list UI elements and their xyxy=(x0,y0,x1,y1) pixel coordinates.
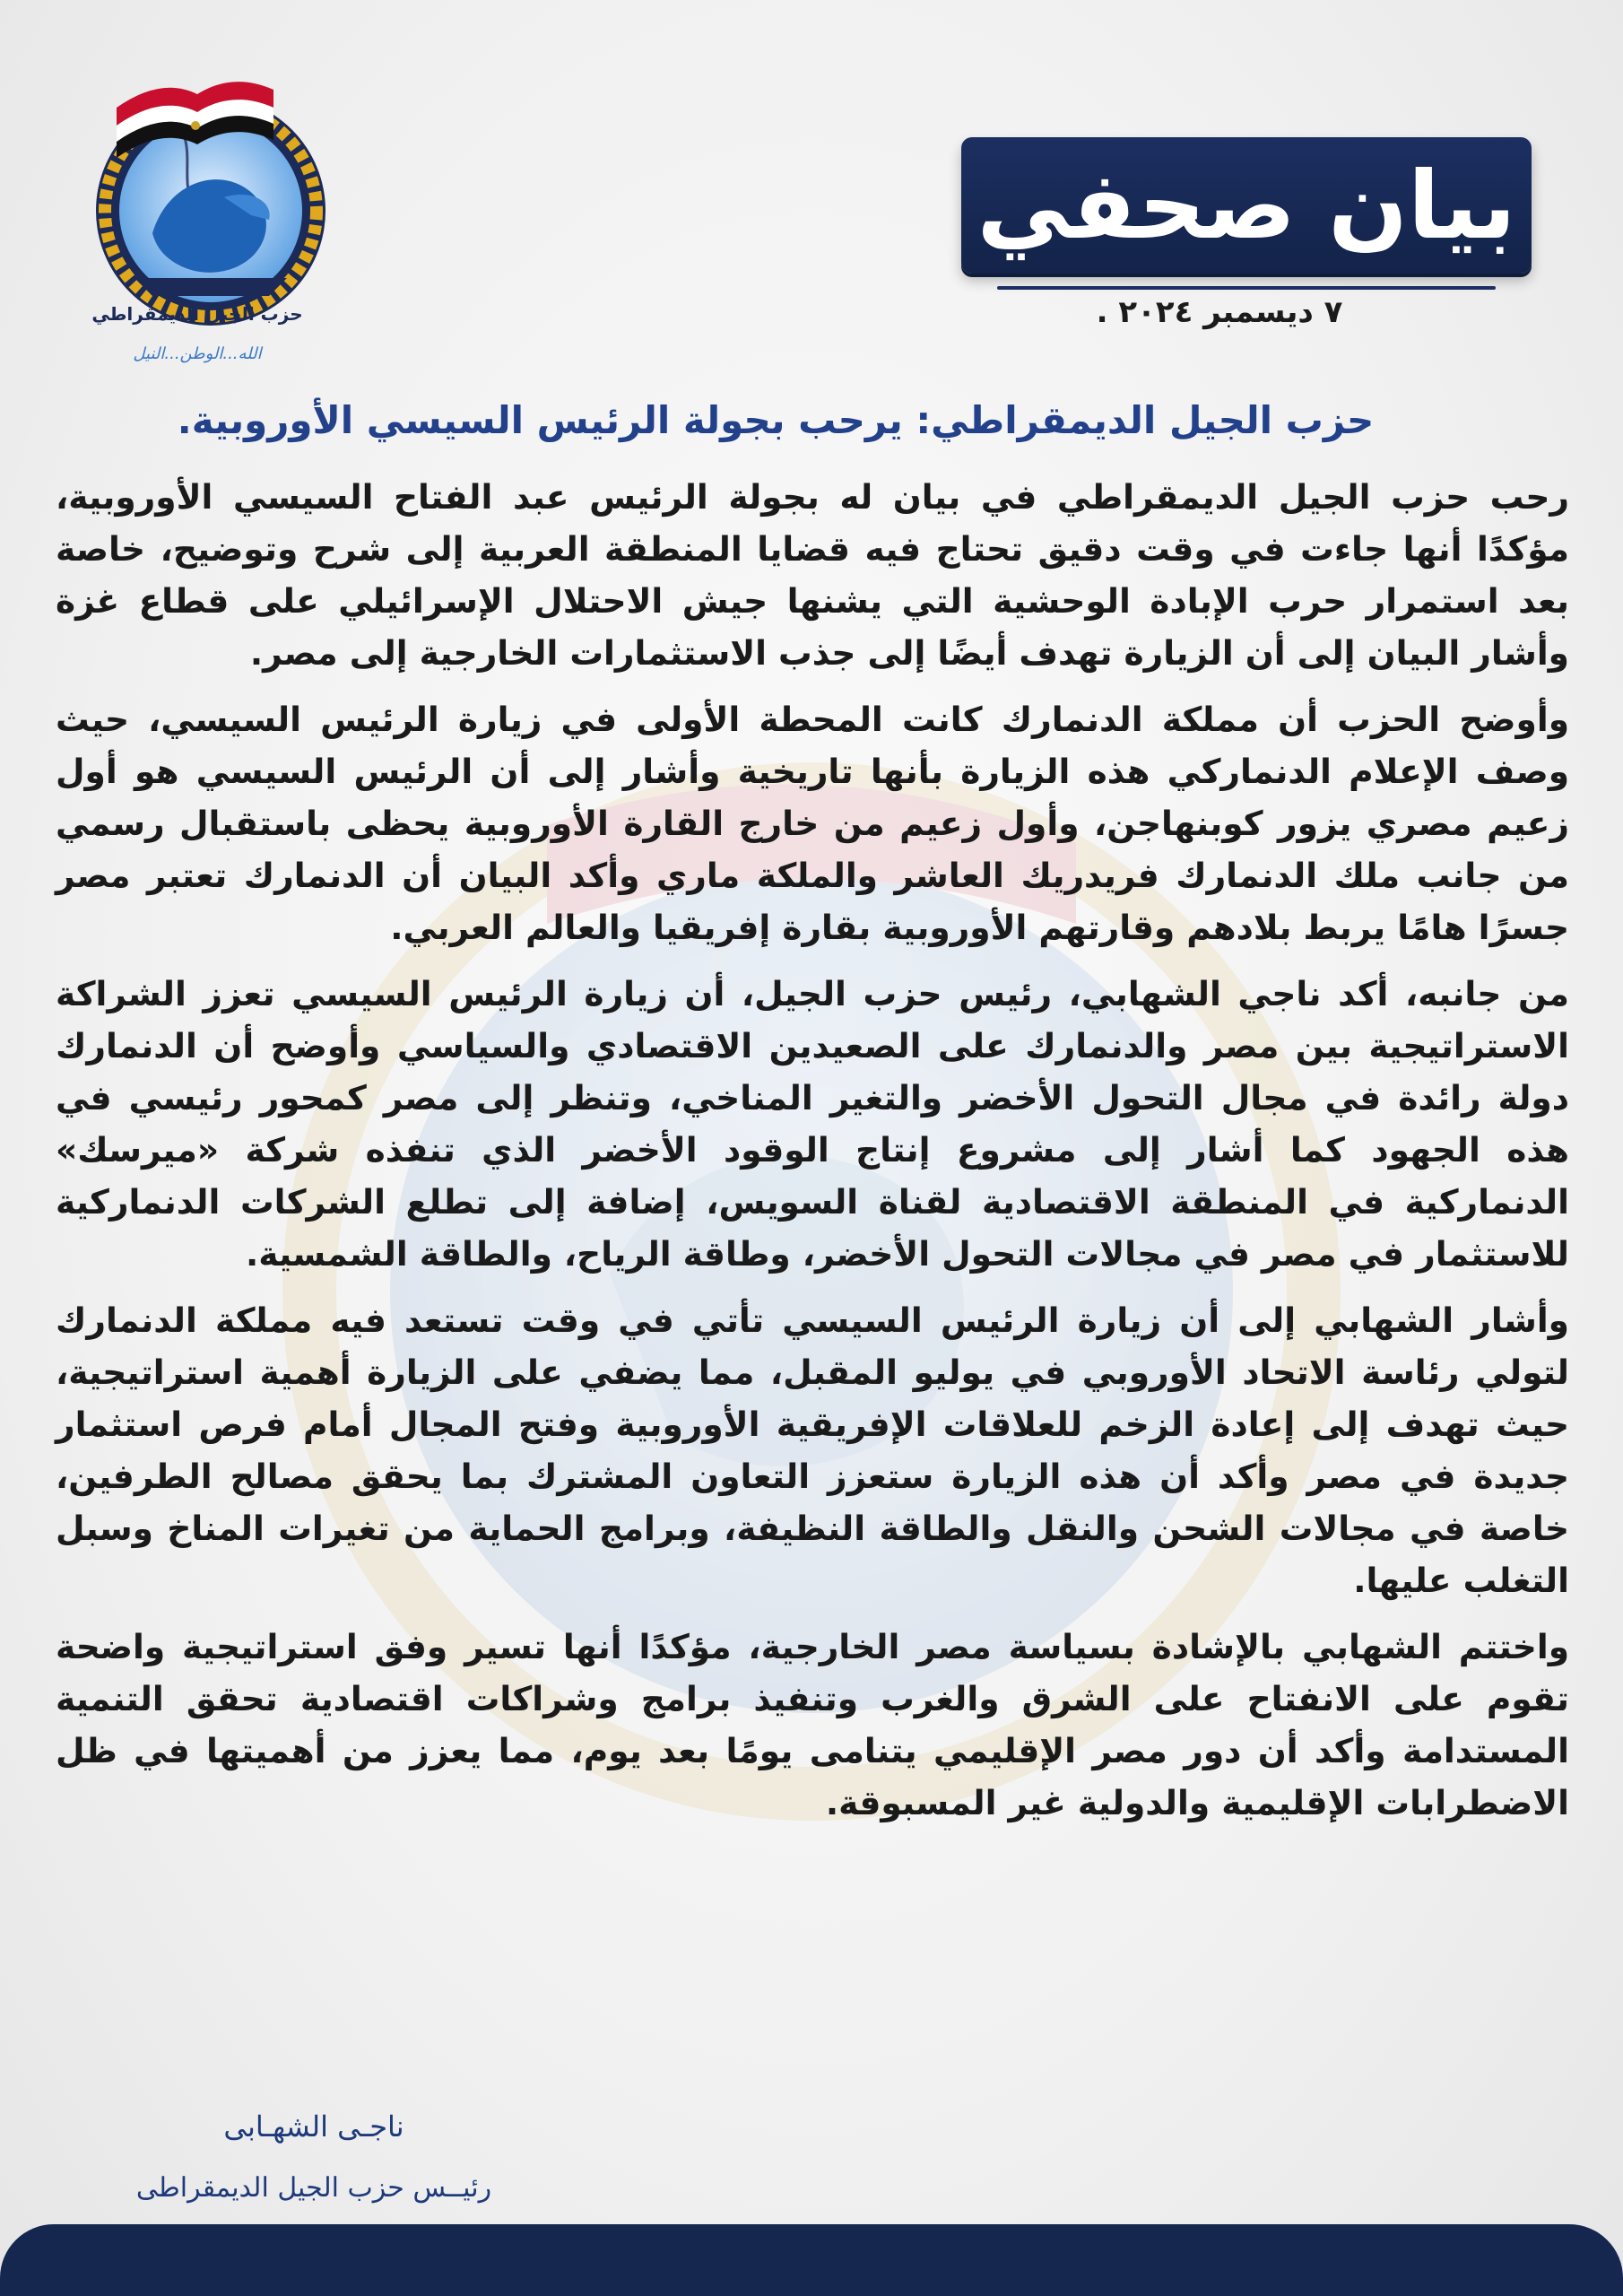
paragraph: من جانبه، أكد ناجي الشهابي، رئيس حزب الجيل، أن زيارة الرئيس السيسي تعزز الشراكة الاستراتيجية بين مصر والدنمارك على الصعيدين الاقتصادي والسياسي وأوضح أن الدنمارك دولة رائدة في مجال التحول الأخضر والتغير المناخي، وتنظر إلى مصر كمحور رئيسي في هذه الجهود كما أشار إلى مشروع إنتاج الوقود الأخضر الذي تنفذه شركة «ميرسك» الدنماركية في المنطقة الاقتصادية لقناة السويس، إضافة إلى تطلع الشركات الدنماركية للاستثمار في مصر في مجالات التحول الأخضر، وطاقة الرياح، والطاقة الشمسية. xyxy=(56,974,1569,1274)
party-logo-emblem xyxy=(81,54,341,377)
logo-party-name: حزب الجيل الديمقراطي xyxy=(91,303,303,325)
footer-bar xyxy=(0,2224,1623,2296)
signature-title: رئيــس حزب الجيل الديمقراطى xyxy=(135,2172,492,2204)
release-date: ٧ ديسمبر ٢٠٢٤ . xyxy=(1096,294,1343,330)
article-body xyxy=(56,471,1569,1843)
signature-name: ناجـى الشهـابى xyxy=(223,2109,404,2144)
paragraph: وأوضح الحزب أن مملكة الدنمارك كانت المحطة الأولى في زيارة الرئيس السيسي، حيث وصف الإعلام الدنماركي هذه الزيارة بأنها تاريخية وأشار إلى أن الرئيس السيسي هو أول زعيم مصري يزور كوبنهاجن، وأول زعيم من خارج القارة الأوروبية يحظى باستقبال رسمي من جانب ملك الدنمارك فريدريك العاشر والملكة ماري وأكد البيان أن الدنمارك تعتبر مصر جسرًا هامًا يربط بلادهم وقارتهم الأوروبية بقارة إفريقيا والعالم العربي. xyxy=(56,700,1569,947)
banner-title: بيان صحفي xyxy=(976,151,1516,260)
press-release-banner xyxy=(961,137,1532,274)
logo-motto: الله...الوطن...النيل xyxy=(133,344,262,363)
paragraph: رحب حزب الجيل الديمقراطي في بيان له بجولة الرئيس عبد الفتاح السيسي الأوروبية، مؤكدًا أنها جاءت في وقت دقيق تحتاج فيه قضايا المنطقة العربية إلى شرح وتوضيح، خاصة بعد استمرار حرب الإبادة الوحشية التي يشنها جيش الاحتلال الإسرائيلي على قطاع غزة وأشار البيان إلى أن الزيارة تهدف أيضًا إلى جذب الاستثمارات الخارجية إلى مصر. xyxy=(56,477,1569,673)
paragraph: واختتم الشهابي بالإشادة بسياسة مصر الخارجية، مؤكدًا أنها تسير وفق استراتيجية واضحة تقوم على الانفتاح على الشرق والغرب وتنفيذ برامج وشراكات اقتصادية تحقق التنمية المستدامة وأكد أن دور مصر الإقليمي يتنامى يومًا بعد يوم، مما يعزز من أهميتها في ظل الاضطرابات الإقليمية والدولية غير المسبوقة. xyxy=(56,1627,1569,1822)
headline: حزب الجيل الديمقراطي: يرحب بجولة الرئيس السيسي الأوروبية. xyxy=(177,398,1375,442)
paragraph: وأشار الشهابي إلى أن زيارة الرئيس السيسي تأتي في وقت تستعد فيه مملكة الدنمارك لتولي رئاسة الاتحاد الأوروبي في يوليو المقبل، مما يضفي على الزيارة أهمية استراتيجية، حيث تهدف إلى إعادة الزخم للعلاقات الإفريقية الأوروبية وفتح المجال أمام فرص استثمار جديدة في مصر وأكد أن هذه الزيارة ستعزز التعاون المشترك بما يحقق مصالح الطرفين، خاصة في مجالات الشحن والنقل والطاقة النظيفة، وبرامج الحماية من تغيرات المناخ وسبل التغلب عليها. xyxy=(56,1300,1569,1600)
